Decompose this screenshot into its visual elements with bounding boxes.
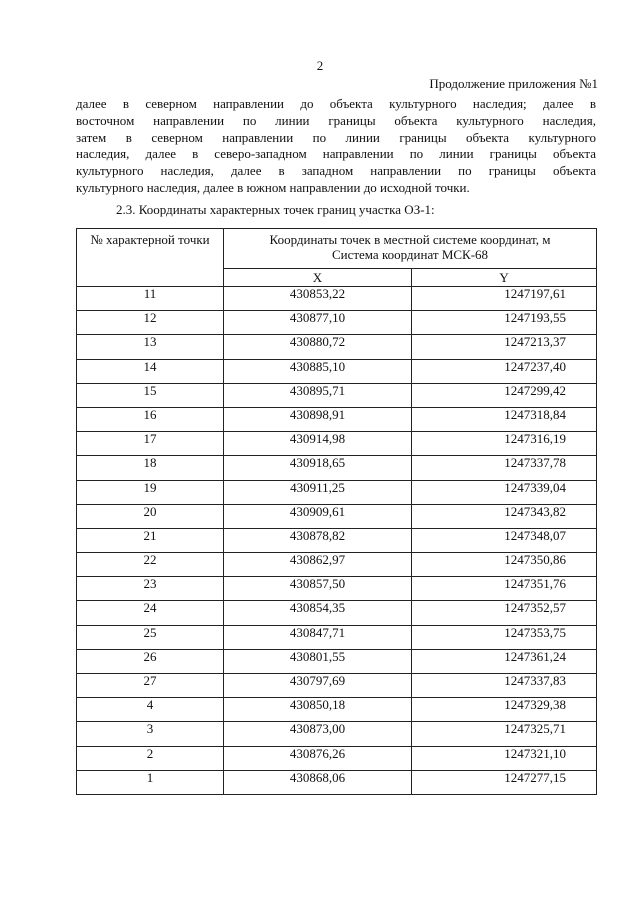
cell-point: 20 (77, 504, 224, 528)
cell-x: 430911,25 (224, 480, 412, 504)
cell-x: 430876,26 (224, 746, 412, 770)
table-row (77, 746, 597, 770)
cell-y: 1247316,19 (412, 432, 597, 456)
table-row (77, 625, 597, 649)
cell-y: 1247197,61 (412, 287, 597, 311)
cell-point: 25 (77, 625, 224, 649)
cell-x: 430853,22 (224, 287, 412, 311)
table-row (77, 577, 597, 601)
cell-x: 430909,61 (224, 504, 412, 528)
header-x: X (224, 269, 412, 287)
cell-y: 1247329,38 (412, 698, 597, 722)
cell-point: 3 (77, 722, 224, 746)
cell-point: 26 (77, 649, 224, 673)
cell-point: 24 (77, 601, 224, 625)
cell-point: 16 (77, 407, 224, 431)
cell-y: 1247321,10 (412, 746, 597, 770)
cell-x: 430862,97 (224, 553, 412, 577)
table-row (77, 480, 597, 504)
cell-x: 430801,55 (224, 649, 412, 673)
table-row (77, 722, 597, 746)
table-row (77, 770, 597, 794)
cell-x: 430895,71 (224, 383, 412, 407)
cell-y: 1247339,04 (412, 480, 597, 504)
paragraph-line: восточном направлении по линии границы объекта культурного наследия, (76, 112, 596, 128)
cell-point: 15 (77, 383, 224, 407)
cell-point: 11 (77, 287, 224, 311)
paragraph-line: культурного наследия, далее в южном направлении до исходной точки. (76, 179, 470, 195)
cell-y: 1247350,86 (412, 553, 597, 577)
cell-y: 1247213,37 (412, 335, 597, 359)
header-coordinates-line1: Координаты точек в местной системе координат, м (269, 232, 551, 247)
table-row (77, 674, 597, 698)
cell-y: 1247348,07 (412, 528, 597, 552)
table-row (77, 649, 597, 673)
cell-y: 1247352,57 (412, 601, 597, 625)
cell-x: 430868,06 (224, 770, 412, 794)
table-row (77, 311, 597, 335)
cell-x: 430873,00 (224, 722, 412, 746)
cell-x: 430797,69 (224, 674, 412, 698)
cell-y: 1247325,71 (412, 722, 597, 746)
cell-point: 13 (77, 335, 224, 359)
cell-y: 1247277,15 (412, 770, 597, 794)
cell-y: 1247337,83 (412, 674, 597, 698)
section-heading: 2.3. Координаты характерных точек границ участка ОЗ-1: (116, 202, 435, 217)
header-y: Y (412, 269, 597, 287)
cell-x: 430885,10 (224, 359, 412, 383)
paragraph-line: далее в северном направлении до объекта культурного наследия; далее в (76, 96, 596, 111)
cell-point: 19 (77, 480, 224, 504)
header-point-number: № характерной точки (77, 229, 224, 287)
continuation-note: Продолжение приложения №1 (429, 76, 598, 91)
cell-x: 430847,71 (224, 625, 412, 649)
table-row (77, 359, 597, 383)
table-row (77, 432, 597, 456)
cell-point: 18 (77, 456, 224, 480)
cell-y: 1247299,42 (412, 383, 597, 407)
cell-point: 27 (77, 674, 224, 698)
cell-y: 1247337,78 (412, 456, 597, 480)
cell-x: 430914,98 (224, 432, 412, 456)
cell-y: 1247351,76 (412, 577, 597, 601)
page-number: 2 (316, 58, 324, 73)
cell-y: 1247237,40 (412, 359, 597, 383)
table-row (77, 553, 597, 577)
cell-x: 430878,82 (224, 528, 412, 552)
table-row (77, 335, 597, 359)
table-row (77, 528, 597, 552)
cell-point: 21 (77, 528, 224, 552)
paragraph-line: затем в северном направлении по линии границы объекта культурного (76, 129, 596, 145)
cell-point: 22 (77, 553, 224, 577)
cell-point: 2 (77, 746, 224, 770)
cell-point: 14 (77, 359, 224, 383)
cell-y: 1247361,24 (412, 649, 597, 673)
cell-y: 1247318,84 (412, 407, 597, 431)
cell-y: 1247193,55 (412, 311, 597, 335)
cell-y: 1247343,82 (412, 504, 597, 528)
cell-x: 430857,50 (224, 577, 412, 601)
table-row (77, 456, 597, 480)
cell-point: 17 (77, 432, 224, 456)
cell-point: 12 (77, 311, 224, 335)
cell-x: 430850,18 (224, 698, 412, 722)
cell-point: 1 (77, 770, 224, 794)
coordinates-table (76, 228, 597, 795)
table-row (77, 698, 597, 722)
cell-x: 430880,72 (224, 335, 412, 359)
paragraph-line: культурного наследия, далее в западном направлении по границы объекта (76, 163, 596, 179)
cell-point: 4 (77, 698, 224, 722)
table-row (77, 287, 597, 311)
table-row (77, 601, 597, 625)
table-header-row (77, 229, 597, 269)
cell-x: 430918,65 (224, 456, 412, 480)
cell-x: 430877,10 (224, 311, 412, 335)
cell-x: 430898,91 (224, 407, 412, 431)
body-paragraph (76, 96, 596, 197)
cell-x: 430854,35 (224, 601, 412, 625)
table-row (77, 383, 597, 407)
table-row (77, 407, 597, 431)
table-row (77, 504, 597, 528)
cell-point: 23 (77, 577, 224, 601)
header-coordinates (224, 229, 597, 269)
paragraph-line: наследия, далее в северо-западном направлении по линии границы объекта (76, 146, 596, 162)
cell-y: 1247353,75 (412, 625, 597, 649)
header-coordinates-line2: Система координат МСК-68 (331, 247, 489, 262)
